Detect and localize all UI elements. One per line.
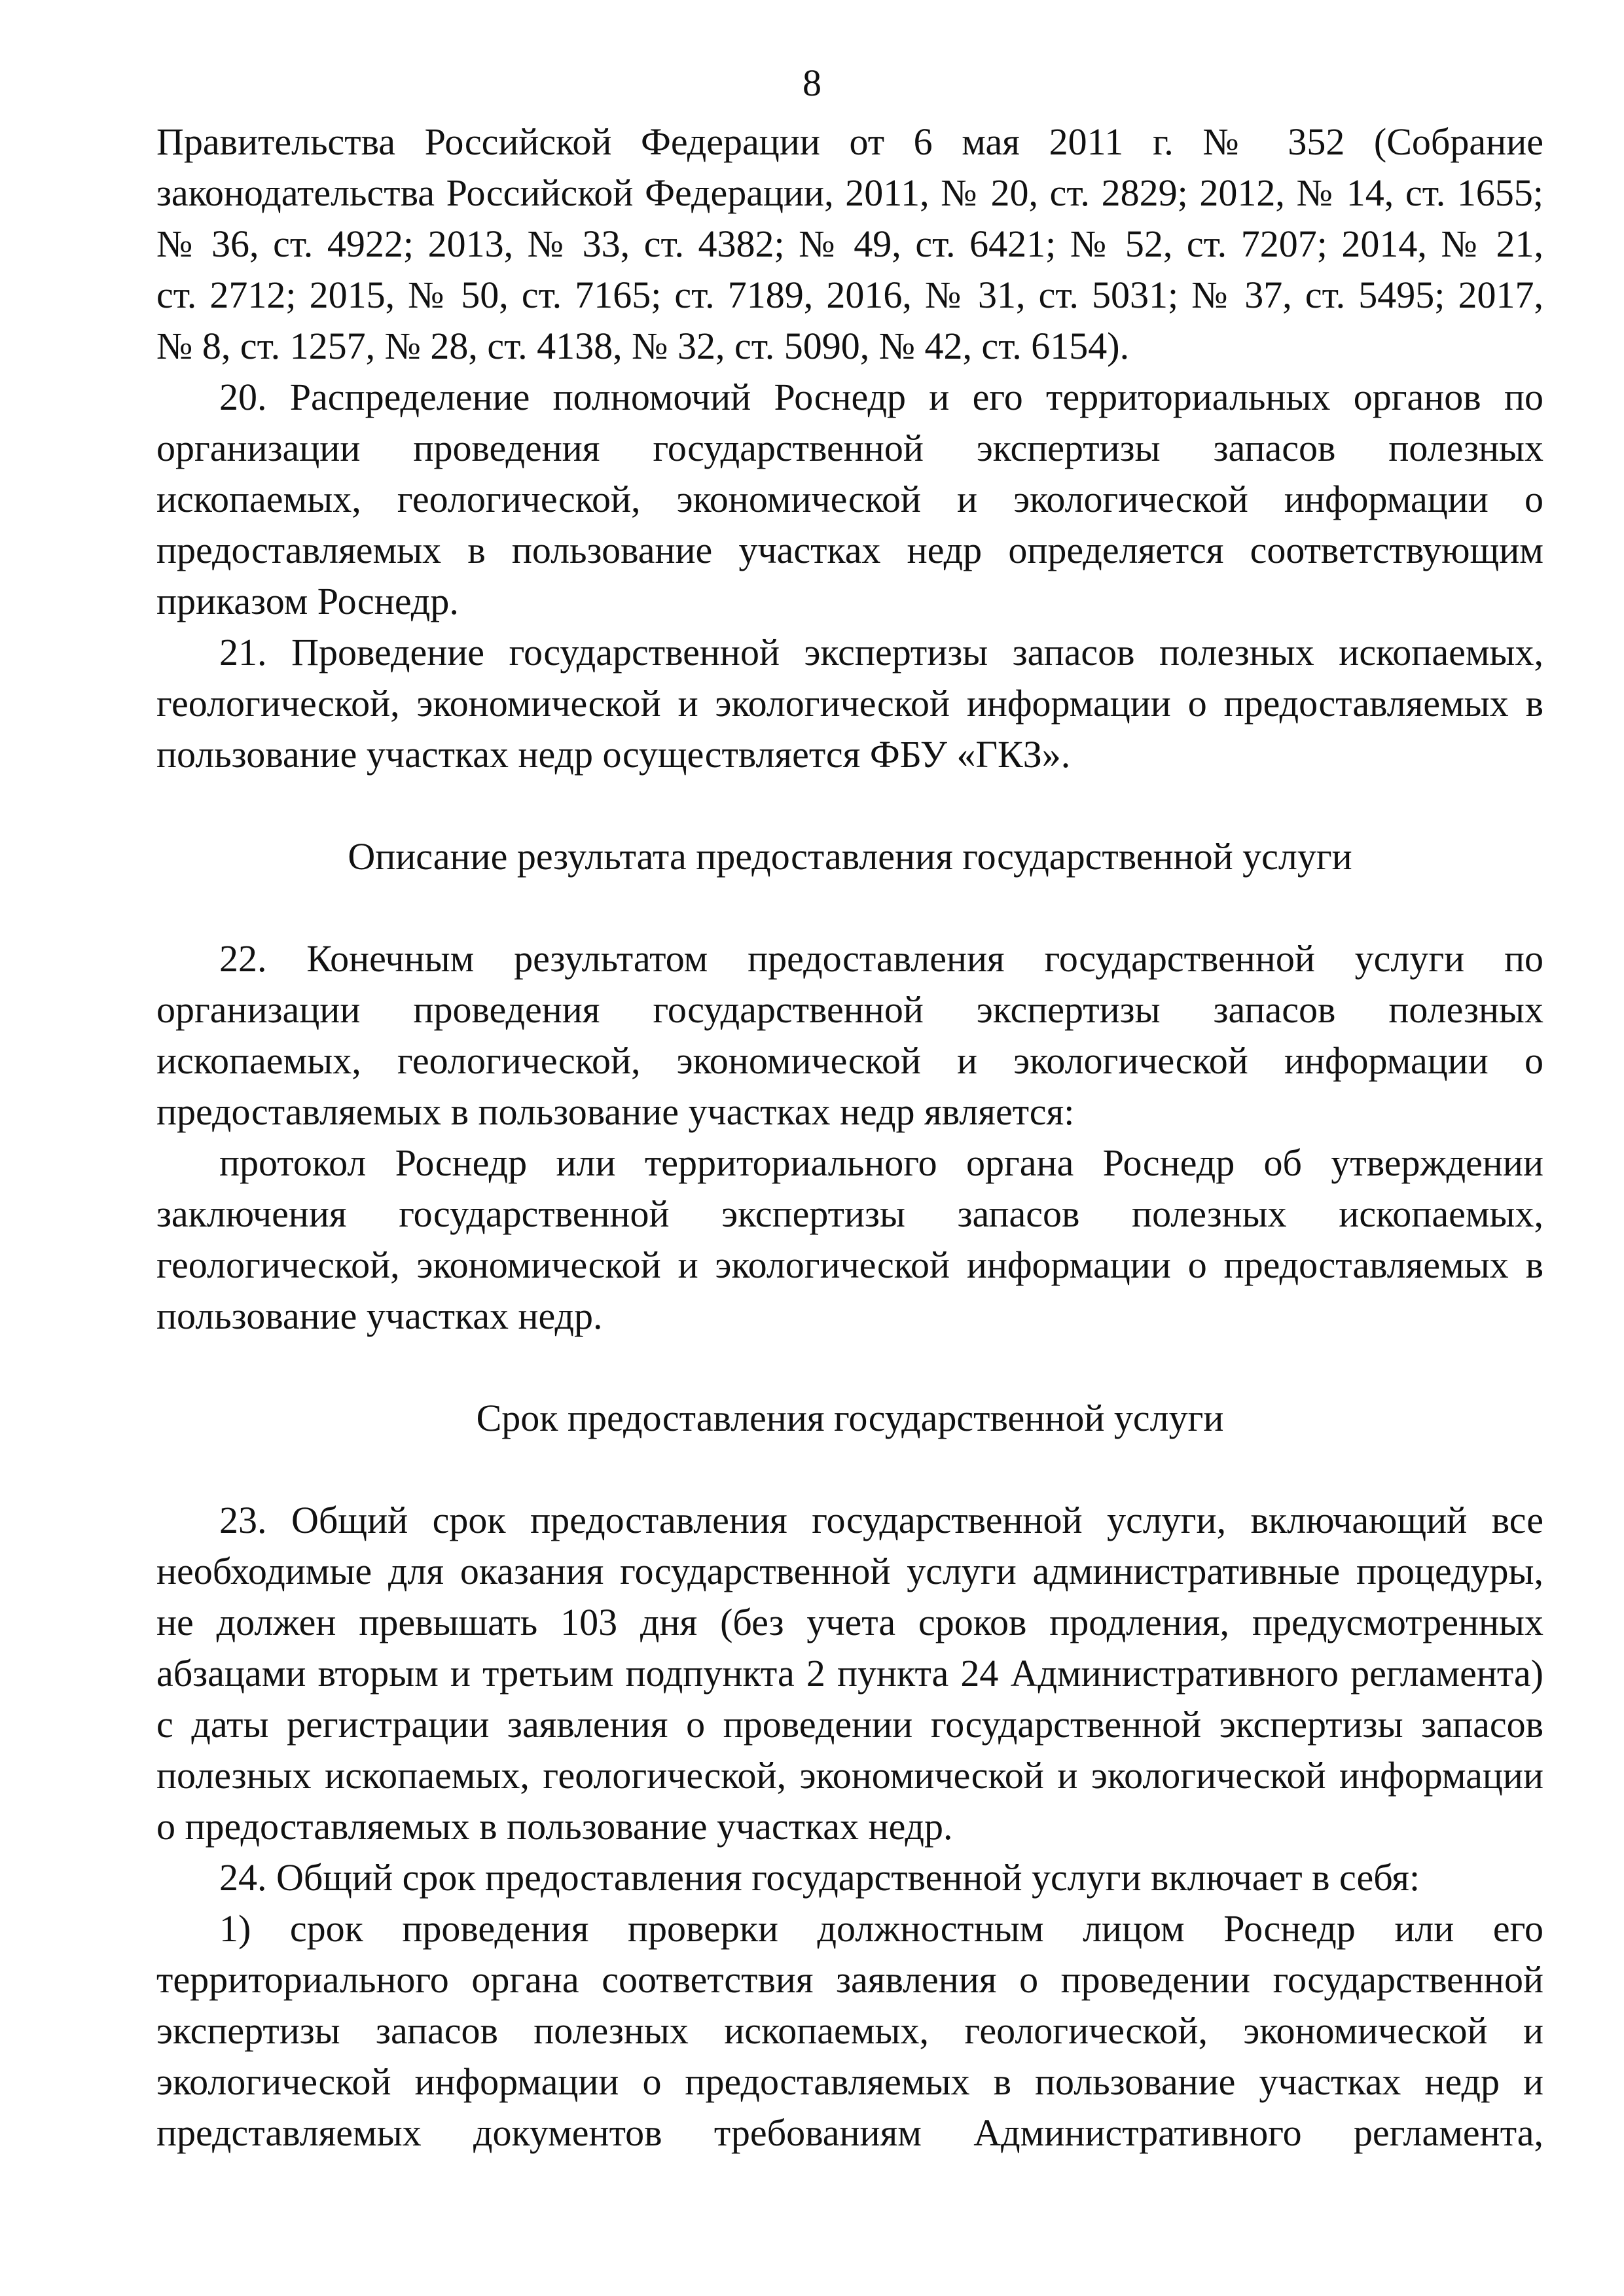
paragraph-line: экологической информации о предоставляемых в пользование участках недр и bbox=[156, 2060, 1543, 2103]
section-heading: Срок предоставления государственной услуги bbox=[476, 1397, 1224, 1439]
paragraph-line: Правительства Российской Федерации от 6 мая 2011 г. № 352 (Собрание bbox=[156, 120, 1543, 163]
page-number: 8 bbox=[803, 62, 821, 104]
paragraph-line: ископаемых, геологической, экономической и экологической информации о bbox=[156, 478, 1543, 520]
paragraph-line: не должен превышать 103 дня (без учета сроков продления, предусмотренных bbox=[156, 1601, 1543, 1643]
paragraph-line: представляемых документов требованиям Административного регламента, bbox=[156, 2111, 1543, 2154]
paragraph-line: № 8, ст. 1257, № 28, ст. 4138, № 32, ст. 5090, № 42, ст. 6154). bbox=[156, 325, 1130, 367]
paragraph-line: организации проведения государственной экспертизы запасов полезных bbox=[156, 988, 1543, 1031]
paragraph-line: 24. Общий срок предоставления государственной услуги включает в себя: bbox=[219, 1856, 1420, 1899]
paragraph-line: 21. Проведение государственной экспертизы запасов полезных ископаемых, bbox=[219, 631, 1543, 673]
paragraph-line: законодательства Российской Федерации, 2011, № 20, ст. 2829; 2012, № 14, ст. 1655; bbox=[156, 171, 1543, 214]
paragraph-line: с даты регистрации заявления о проведении государственной экспертизы запасов bbox=[156, 1703, 1543, 1746]
paragraph-line: 23. Общий срок предоставления государственной услуги, включающий все bbox=[219, 1499, 1543, 1541]
paragraph-line: заключения государственной экспертизы запасов полезных ископаемых, bbox=[156, 1193, 1543, 1235]
paragraph-line: приказом Роснедр. bbox=[156, 580, 459, 622]
paragraph-line: 22. Конечным результатом предоставления государственной услуги по bbox=[219, 937, 1543, 980]
paragraph-line: геологической, экономической и экологической информации о предоставляемых в bbox=[156, 1244, 1543, 1286]
section-heading: Описание результата предоставления государственной услуги bbox=[348, 835, 1352, 878]
paragraph-line: полезных ископаемых, геологической, экономической и экологической информации bbox=[156, 1754, 1543, 1797]
paragraph-line: пользование участках недр. bbox=[156, 1295, 603, 1337]
paragraph-line: территориального органа соответствия заявления о проведении государственной bbox=[156, 1958, 1543, 2001]
paragraph-line: протокол Роснедр или территориального органа Роснедр об утверждении bbox=[219, 1141, 1543, 1184]
paragraph-line: предоставляемых в пользование участках недр является: bbox=[156, 1090, 1075, 1133]
paragraph-line: ископаемых, геологической, экономической и экологической информации о bbox=[156, 1039, 1543, 1082]
paragraph-line: геологической, экономической и экологической информации о предоставляемых в bbox=[156, 682, 1543, 725]
paragraph-line: о предоставляемых в пользование участках недр. bbox=[156, 1805, 953, 1848]
paragraph-line: организации проведения государственной экспертизы запасов полезных bbox=[156, 427, 1543, 469]
paragraph-line: № 36, ст. 4922; 2013, № 33, ст. 4382; № 49, ст. 6421; № 52, ст. 7207; 2014, № 21, bbox=[156, 223, 1543, 265]
paragraph-line: экспертизы запасов полезных ископаемых, геологической, экономической и bbox=[156, 2009, 1543, 2052]
paragraph-line: 20. Распределение полномочий Роснедр и его территориальных органов по bbox=[219, 376, 1543, 418]
paragraph-line: пользование участках недр осуществляется ФБУ «ГКЗ». bbox=[156, 733, 1071, 776]
paragraph-line: абзацами вторым и третьим подпункта 2 пункта 24 Административного регламента) bbox=[156, 1652, 1543, 1695]
paragraph-line: предоставляемых в пользование участках недр определяется соответствующим bbox=[156, 529, 1543, 571]
paragraph-line: ст. 2712; 2015, № 50, ст. 7165; ст. 7189, 2016, № 31, ст. 5031; № 37, ст. 5495; 2017, bbox=[156, 274, 1543, 316]
paragraph-line: 1) срок проведения проверки должностным лицом Роснедр или его bbox=[219, 1907, 1543, 1950]
paragraph-line: необходимые для оказания государственной услуги административные процедуры, bbox=[156, 1550, 1543, 1592]
